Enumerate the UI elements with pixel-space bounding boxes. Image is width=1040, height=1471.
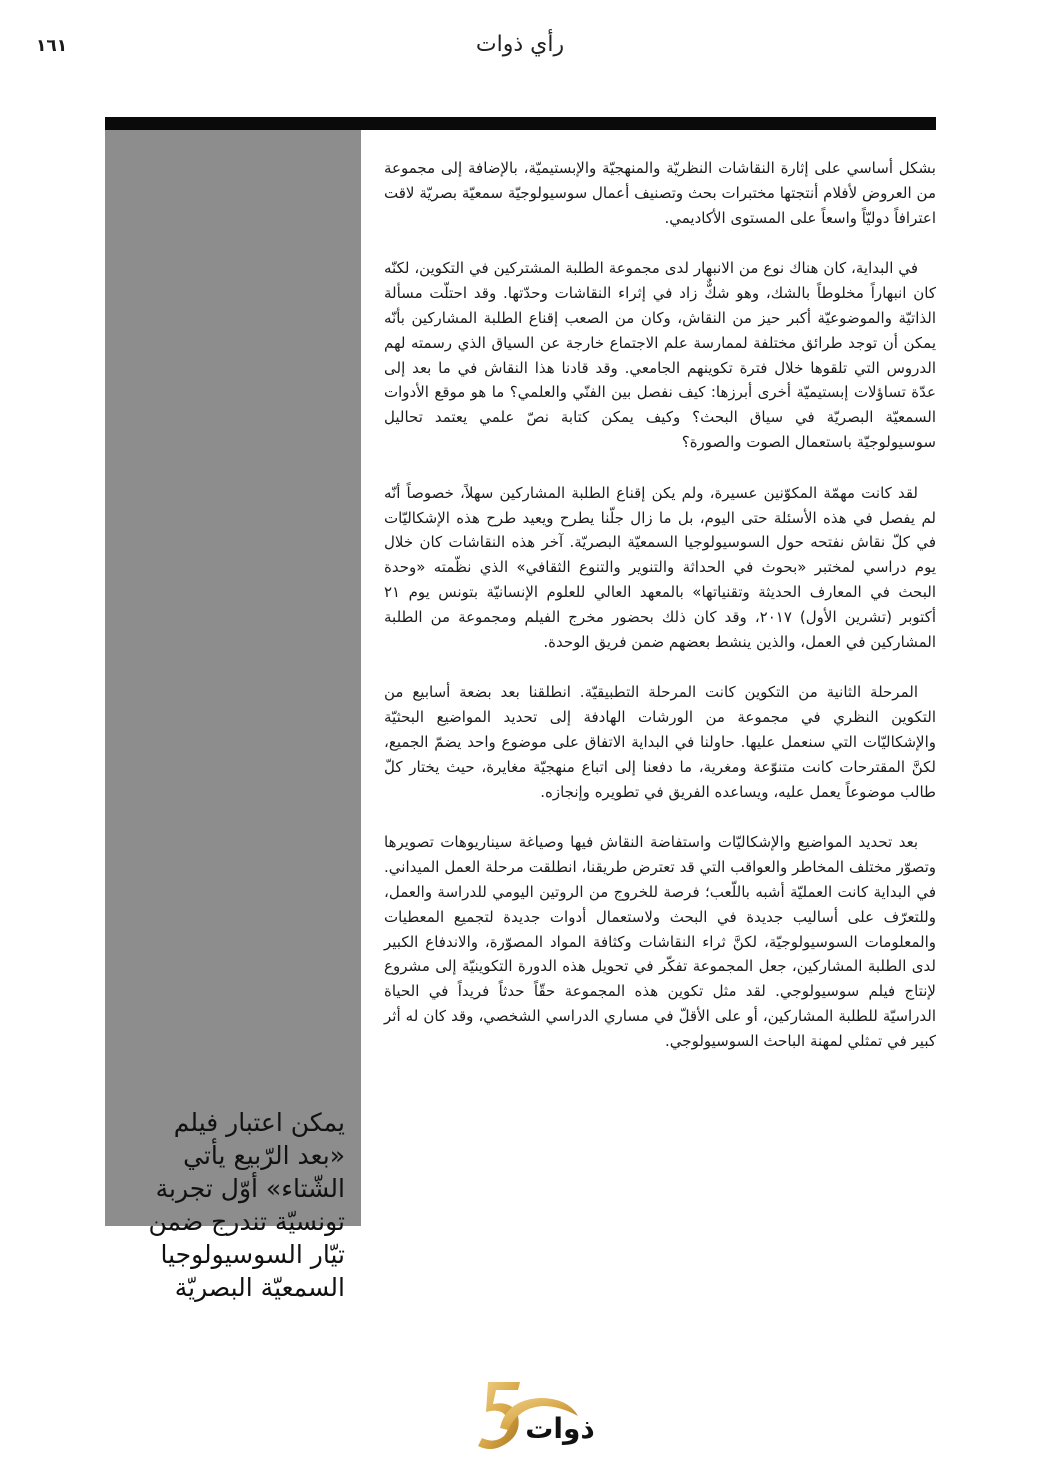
dhawat-logo (460, 1376, 600, 1456)
article-paragraph: بشكل أساسي على إثارة النقاشات النظريّة والمنهجيّة والإبستيميّة، بالإضافة إلى مجموعة من العروض لأفلام أنتجتها مختبرات بحث وتصنيف أعمال سوسيولوجيّة سمعيّة بصريّة لاقت اعترافاً دوليّاً واسعاً على المستوى الأكاديمي. (384, 159, 936, 227)
article-paragraph: المرحلة الثانية من التكوين كانت المرحلة التطبيقيّة. انطلقنا بعد بضعة أسابيع من التكوين النظري في مجموعة من الورشات الهادفة إلى تحديد المواضيع البحثيّة والإشكاليّات التي سنعمل عليها. حاولنا في البداية الاتفاق على موضوع واحد يضمّ الجميع، لكنَّ المقترحات كانت متنوّعة ومغرية، ما دفعنا إلى اتباع منهجيّة مغايرة، حيث يختار كلّ طالب موضوعاً يعمل عليه، ويساعده الفريق في تطويره وإنجازه. (384, 683, 936, 801)
pull-quote: يمكن اعتبار فيلم «بعد الرّبيع يأتي الشّتاء» أوّل تجربة تونسيّة تندرج ضمن تيّار السوسيولوجيا السمعيّة البصريّة (148, 1108, 345, 1302)
article-body (384, 156, 936, 1080)
top-rule-divider (105, 117, 936, 130)
article-paragraph: في البداية، كان هناك نوع من الانبهار لدى مجموعة الطلبة المشتركين في التكوين، لكنّه كان انبهاراً مخلوطاً بالشك، وهو شكٌّ زاد في إثراء النقاشات وحدّتها. وقد احتلّت مسألة الذاتيّة والموضوعيّة أكبر حيز من النقاش، وكان من الصعب إقناع الطلبة المشاركين بأنّه يمكن أن توجد طرائق مختلفة لممارسة علم الاجتماع خارجة عن السياق الذي رسمته لهم الدروس التي تلقوها خلال فترة تكوينهم الجامعي. وقد قادنا هذا النقاش في ما بعد إلى عدّة تساؤلات إبستيميّة أخرى أبرزها: كيف نفصل بين الفنّي والعلمي؟ ما هو موقع الأدوات السمعيّة البصريّة في سياق البحث؟ وكيف يمكن كتابة نصّ علمي يعتمد تحاليل سوسيولوجيّة باستعمال الصوت والصورة؟ (384, 259, 936, 451)
article-paragraph: بعد تحديد المواضيع والإشكاليّات واستفاضة النقاش فيها وصياغة سيناريوهات تصويرها وتصوّر مختلف المخاطر والعواقب التي قد تعترض طريقنا، انطلقت مرحلة العمل الميداني. في البداية كانت العمليّة أشبه باللّعب؛ فرصة للخروج من الروتين اليومي للدراسة والعمل، وللتعرّف على أساليب جديدة في البحث ولاستعمال أدوات جديدة لتجميع المعطيات والمعلومات السوسيولوجيّة، لكنَّ ثراء النقاشات وكثافة المواد المصوّرة، والاندفاع الكبير لدى الطلبة المشاركين، جعل المجموعة تفكّر في تحويل هذه الدورة التكوينيّة إلى مشروع لإنتاج فيلم سوسيولوجي. لقد مثل تكوين هذه المجموعة حقّاً حدثاً فريداً في الحياة الدراسيّة للطلبة المشاركين، أو على الأقلّ في مساري الدراسي الشخصي، وقد كان له أثر كبير في تمثلي لمهنة الباحث السوسيولوجي. (384, 833, 936, 1050)
sidebar-panel (105, 130, 361, 1302)
logo-wordmark: ذوات (525, 1412, 595, 1445)
logo-graphic (460, 1376, 600, 1456)
page-number: ١٦١ (36, 36, 68, 56)
article-paragraph: لقد كانت مهمّة المكوّنين عسيرة، ولم يكن إقناع الطلبة المشاركين سهلاً، خصوصاً أنّه لم يفصل في هذه الأسئلة حتى اليوم، بل ما زال جلّنا يطرح ويعيد طرح هذه الإشكاليّات في كلّ نقاش نفتحه حول السوسيولوجيا السمعيّة البصريّة. آخر هذه النقاشات كان خلال يوم دراسي لمختبر «بحوث في الحداثة والتنوير والتنوع الثقافي» الذي نظّمته «وحدة البحث في المعارف الحديثة وتقنياتها» بالمعهد العالي للعلوم الإنسانيّة بتونس يوم ٢١ أكتوبر (تشرين الأول) ٢٠١٧، وقد كان ذلك بحضور مخرج الفيلم ومجموعة من الطلبة المشاركين في العمل، والذين ينشط بعضهم ضمن فريق الوحدة. (384, 483, 936, 651)
section-title: رأي ذوات (475, 32, 565, 57)
